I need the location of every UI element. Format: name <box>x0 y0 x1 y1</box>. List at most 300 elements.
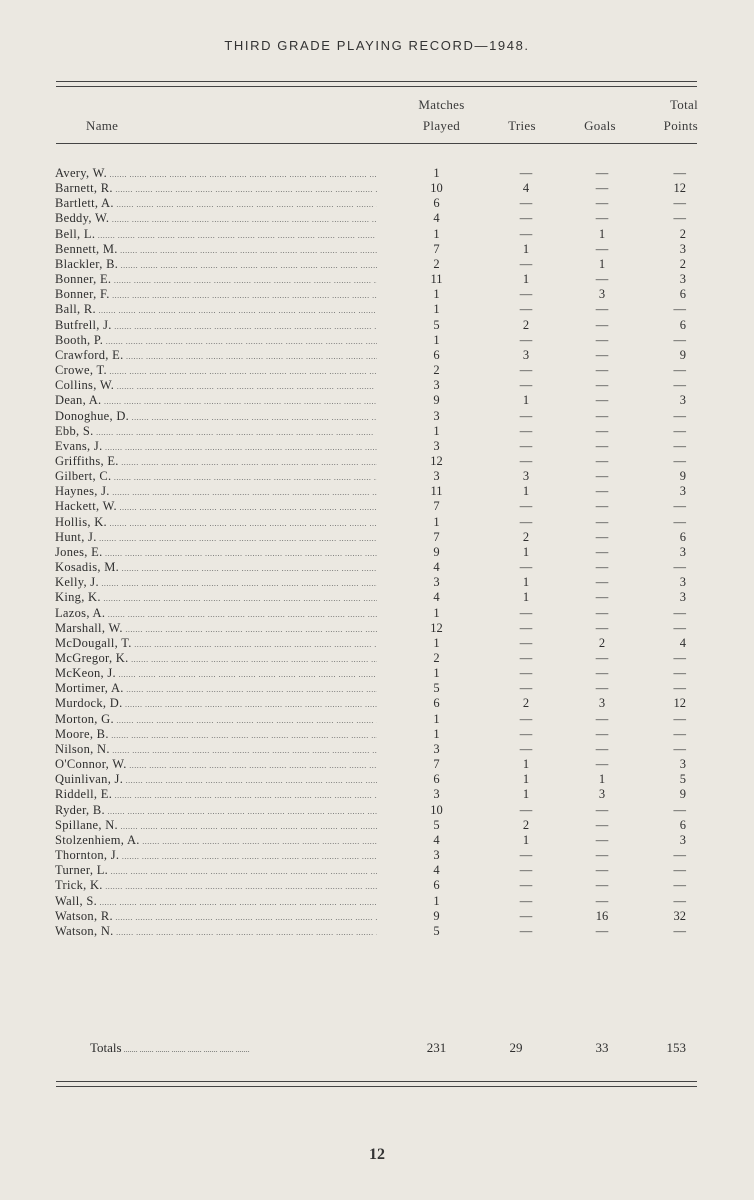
total-points: — <box>673 363 686 378</box>
total-points: — <box>673 514 686 529</box>
table-row <box>0 333 754 348</box>
goals: — <box>595 590 609 605</box>
total-points: — <box>673 681 686 696</box>
header-played: Played <box>422 118 461 133</box>
total-points: — <box>673 166 686 180</box>
totals-goals: 33 <box>595 1040 609 1055</box>
tries: 2 <box>522 317 530 332</box>
player-name: Turner, L. ..... <box>55 863 377 879</box>
table-row <box>0 848 754 863</box>
tries: 1 <box>522 832 530 847</box>
matches-played: 4 <box>433 590 440 605</box>
matches-played: 7 <box>433 529 440 544</box>
player-name: Nilson, N. ..... <box>55 742 377 758</box>
matches-played: 1 <box>433 423 440 438</box>
goals: — <box>595 817 609 832</box>
tries: — <box>519 620 533 635</box>
matches-played: 6 <box>433 347 440 362</box>
table-row <box>0 454 754 469</box>
matches-played: 1 <box>433 302 440 317</box>
goals: 3 <box>598 287 606 302</box>
tries: 1 <box>522 272 530 287</box>
goals: — <box>595 241 609 256</box>
header-goals: Goals <box>584 118 616 133</box>
goals: 1 <box>598 256 606 271</box>
total-points: — <box>673 711 686 726</box>
tries: 1 <box>522 787 530 802</box>
tries: 2 <box>522 817 530 832</box>
goals: — <box>595 529 609 544</box>
total-points: — <box>673 453 686 468</box>
table-row <box>0 439 754 454</box>
player-name: Riddell, E. ..... <box>55 787 377 803</box>
table-row <box>0 363 754 378</box>
table-row <box>0 894 754 909</box>
goals: — <box>595 863 609 878</box>
goals: — <box>595 681 609 696</box>
goals: — <box>595 378 609 393</box>
table-row <box>0 803 754 818</box>
tries: 1 <box>522 484 530 499</box>
matches-played: 11 <box>430 484 443 499</box>
tries: 2 <box>522 696 530 711</box>
goals: — <box>595 620 609 635</box>
matches-played: 2 <box>433 363 440 378</box>
tries: — <box>519 287 533 302</box>
player-name: Lazos, A. ..... <box>55 606 377 622</box>
bottom-rule <box>56 1081 697 1082</box>
matches-played: 7 <box>433 241 440 256</box>
goals: — <box>595 848 609 863</box>
tries: — <box>519 848 533 863</box>
matches-played: 5 <box>433 817 440 832</box>
matches-played: 1 <box>433 226 440 241</box>
total-points: — <box>673 423 686 438</box>
total-points: — <box>673 332 686 347</box>
matches-played: 1 <box>433 514 440 529</box>
goals: — <box>595 408 609 423</box>
table-row <box>0 545 754 560</box>
goals: 16 <box>595 908 609 923</box>
player-name: Crawford, E. ..... <box>55 348 377 364</box>
player-name: Bonner, F. ..... <box>55 287 377 303</box>
player-name: Murdock, D. ..... <box>55 696 377 712</box>
table-row <box>0 924 754 939</box>
tries: — <box>519 605 533 620</box>
player-name: Jones, E. ..... <box>55 545 377 561</box>
table-row <box>0 302 754 317</box>
tries: — <box>519 908 533 923</box>
tries: 4 <box>522 181 530 196</box>
matches-played: 9 <box>433 544 440 559</box>
total-points: — <box>673 620 686 635</box>
total-points: — <box>673 848 686 863</box>
table-row <box>0 257 754 272</box>
table-row <box>0 515 754 530</box>
total-points: 3 <box>679 590 686 605</box>
player-name: Bartlett, A. ..... <box>55 196 377 212</box>
goals: 1 <box>598 226 606 241</box>
table-row <box>0 833 754 848</box>
player-name: Watson, N. ..... <box>55 924 377 940</box>
goals: — <box>595 802 609 817</box>
goals: — <box>595 666 609 681</box>
header-rule <box>56 143 697 144</box>
player-name: Watson, R. ..... <box>55 909 377 925</box>
totals-row <box>0 1040 754 1058</box>
matches-played: 12 <box>430 453 443 468</box>
goals: — <box>595 166 609 180</box>
goals: — <box>595 605 609 620</box>
goals: — <box>595 302 609 317</box>
total-points: 3 <box>679 575 686 590</box>
table-row <box>0 787 754 802</box>
goals: — <box>595 181 609 196</box>
tries: — <box>519 878 533 893</box>
header-matches: Matches <box>418 97 465 112</box>
table-row <box>0 681 754 696</box>
table-row <box>0 166 754 181</box>
goals: — <box>595 363 609 378</box>
total-points: 3 <box>679 832 686 847</box>
matches-played: 1 <box>433 726 440 741</box>
goals: — <box>595 196 609 211</box>
table-row <box>0 211 754 226</box>
matches-played: 3 <box>433 848 440 863</box>
tries: — <box>519 166 533 180</box>
table-row <box>0 348 754 363</box>
page-title: THIRD GRADE PLAYING RECORD—1948. <box>224 38 530 53</box>
player-name: Evans, J. ..... <box>55 439 377 455</box>
total-points: 3 <box>679 241 686 256</box>
tries: — <box>519 741 533 756</box>
goals: — <box>595 499 609 514</box>
player-name: Butfrell, J. ..... <box>55 318 377 334</box>
tries: — <box>519 635 533 650</box>
top-rule-inner <box>56 86 697 87</box>
total-points: 9 <box>679 787 686 802</box>
tries: — <box>519 514 533 529</box>
goals: 3 <box>598 787 606 802</box>
tries: — <box>519 666 533 681</box>
tries: — <box>519 863 533 878</box>
matches-played: 3 <box>433 787 440 802</box>
player-name: Bell, L. ..... <box>55 227 377 243</box>
goals: — <box>595 317 609 332</box>
total-points: — <box>673 499 686 514</box>
player-name: McKeon, J. ..... <box>55 666 377 682</box>
table-row <box>0 757 754 772</box>
tries: — <box>519 378 533 393</box>
matches-played: 1 <box>433 166 440 180</box>
total-points: 3 <box>679 484 686 499</box>
total-points: — <box>673 726 686 741</box>
matches-played: 1 <box>433 893 440 908</box>
player-name: Donoghue, D. ..... <box>55 409 377 425</box>
totals-played: 231 <box>426 1040 447 1055</box>
player-name: McGregor, K. ..... <box>55 651 377 667</box>
tries: — <box>519 726 533 741</box>
player-name: McDougall, T. ..... <box>55 636 377 652</box>
table-row <box>0 484 754 499</box>
table-row <box>0 227 754 242</box>
total-points: 4 <box>679 635 686 650</box>
matches-played: 6 <box>433 196 440 211</box>
matches-played: 3 <box>433 438 440 453</box>
player-name: Ball, R. ..... <box>55 302 377 318</box>
tries: — <box>519 453 533 468</box>
header-tries: Tries <box>508 118 536 133</box>
table-row <box>0 424 754 439</box>
table-row <box>0 772 754 787</box>
goals: 1 <box>598 772 606 787</box>
total-points: — <box>673 893 686 908</box>
total-points: — <box>673 923 686 938</box>
player-name: Booth, P. ..... <box>55 333 377 349</box>
table-row <box>0 878 754 893</box>
tries: — <box>519 560 533 575</box>
total-points: 3 <box>679 757 686 772</box>
matches-played: 10 <box>430 802 443 817</box>
matches-played: 1 <box>433 635 440 650</box>
matches-played: 6 <box>433 878 440 893</box>
goals: — <box>595 469 609 484</box>
total-points: — <box>673 438 686 453</box>
player-name: Blackler, B. ..... <box>55 257 377 273</box>
total-points: — <box>673 651 686 665</box>
matches-played: 1 <box>433 287 440 302</box>
player-name: Morton, G. ..... <box>55 712 377 728</box>
table-row <box>0 242 754 257</box>
player-name: Spillane, N. ..... <box>55 818 377 834</box>
total-points: — <box>673 560 686 575</box>
total-points: 6 <box>679 317 686 332</box>
goals: — <box>595 544 609 559</box>
table-row <box>0 181 754 196</box>
goals: — <box>595 726 609 741</box>
tries: — <box>519 711 533 726</box>
total-points: 6 <box>679 817 686 832</box>
tries: — <box>519 499 533 514</box>
matches-played: 10 <box>430 181 443 196</box>
matches-played: 5 <box>433 317 440 332</box>
goals: 2 <box>598 635 606 650</box>
player-name: Trick, K. ..... <box>55 878 377 894</box>
tries: — <box>519 211 533 226</box>
player-name: Kosadis, M. ..... <box>55 560 377 576</box>
player-name: Bonner, E. ..... <box>55 272 377 288</box>
total-points: 6 <box>679 529 686 544</box>
tries: — <box>519 408 533 423</box>
goals: — <box>595 741 609 756</box>
header-total: Total <box>669 97 698 112</box>
matches-played: 12 <box>430 620 443 635</box>
goals: — <box>595 560 609 575</box>
player-name: Hunt, J. ..... <box>55 530 377 546</box>
table-row <box>0 393 754 408</box>
table-row <box>0 606 754 621</box>
player-name: Crowe, T. ..... <box>55 363 377 379</box>
goals: — <box>595 878 609 893</box>
top-rule <box>56 81 697 82</box>
matches-played: 7 <box>433 757 440 772</box>
total-points: 5 <box>679 772 686 787</box>
player-name: Moore, B. ..... <box>55 727 377 743</box>
table-row <box>0 621 754 636</box>
tries: 2 <box>522 529 530 544</box>
tries: 1 <box>522 544 530 559</box>
goals: — <box>595 423 609 438</box>
table-row <box>0 863 754 878</box>
tries: — <box>519 802 533 817</box>
total-points: — <box>673 863 686 878</box>
matches-played: 6 <box>433 696 440 711</box>
goals: — <box>595 347 609 362</box>
table-row <box>0 742 754 757</box>
player-name: King, K. ..... <box>55 590 377 606</box>
total-points: 12 <box>673 696 686 711</box>
player-name: Wall, S. ..... <box>55 894 377 910</box>
total-points: — <box>673 302 686 317</box>
tries: — <box>519 196 533 211</box>
player-name: Hollis, K. ..... <box>55 515 377 531</box>
tries: — <box>519 256 533 271</box>
matches-played: 2 <box>433 256 440 271</box>
goals: — <box>595 832 609 847</box>
total-points: — <box>673 605 686 620</box>
total-points: 3 <box>679 544 686 559</box>
total-points: — <box>673 802 686 817</box>
goals: — <box>595 757 609 772</box>
total-points: — <box>673 196 686 211</box>
tries: — <box>519 423 533 438</box>
player-name: Marshall, W. ..... <box>55 621 377 637</box>
player-name: Kelly, J. ..... <box>55 575 377 591</box>
player-name: Bennett, M. ..... <box>55 242 377 258</box>
goals: — <box>595 332 609 347</box>
total-points: — <box>673 666 686 681</box>
table-row <box>0 318 754 333</box>
goals: — <box>595 575 609 590</box>
matches-played: 1 <box>433 332 440 347</box>
matches-played: 5 <box>433 923 440 938</box>
table-row <box>0 712 754 727</box>
matches-played: 3 <box>433 469 440 484</box>
total-points: — <box>673 741 686 756</box>
matches-played: 3 <box>433 378 440 393</box>
total-points: — <box>673 378 686 393</box>
goals: — <box>595 484 609 499</box>
table-row <box>0 696 754 711</box>
tries: 3 <box>522 469 530 484</box>
table-row <box>0 666 754 681</box>
tries: 3 <box>522 347 530 362</box>
matches-played: 5 <box>433 681 440 696</box>
table-row <box>0 590 754 605</box>
player-table <box>0 166 754 939</box>
player-name: Avery, W. ..... <box>55 166 377 182</box>
player-name: Collins, W. ..... <box>55 378 377 394</box>
table-row <box>0 727 754 742</box>
tries: — <box>519 332 533 347</box>
matches-played: 2 <box>433 651 440 665</box>
matches-played: 4 <box>433 863 440 878</box>
totals-label: Totals ..... <box>90 1040 380 1056</box>
goals: — <box>595 393 609 408</box>
matches-played: 3 <box>433 575 440 590</box>
player-name: Griffiths, E. ..... <box>55 454 377 470</box>
goals: — <box>595 438 609 453</box>
player-name: Hackett, W. ..... <box>55 499 377 515</box>
total-points: — <box>673 878 686 893</box>
goals: — <box>595 453 609 468</box>
page-number: 12 <box>369 1146 385 1163</box>
tries: — <box>519 681 533 696</box>
matches-played: 6 <box>433 772 440 787</box>
matches-played: 1 <box>433 666 440 681</box>
tries: 1 <box>522 772 530 787</box>
matches-played: 4 <box>433 211 440 226</box>
table-row <box>0 196 754 211</box>
table-row <box>0 560 754 575</box>
player-name: Barnett, R. ..... <box>55 181 377 197</box>
matches-played: 4 <box>433 560 440 575</box>
table-row <box>0 378 754 393</box>
player-name: Gilbert, C. ..... <box>55 469 377 485</box>
total-points: 12 <box>673 181 686 196</box>
player-name: Beddy, W. ..... <box>55 211 377 227</box>
matches-played: 9 <box>433 908 440 923</box>
tries: — <box>519 438 533 453</box>
table-row <box>0 909 754 924</box>
player-name: Ebb, S. ..... <box>55 424 377 440</box>
total-points: 2 <box>679 226 686 241</box>
player-name: Haynes, J. ..... <box>55 484 377 500</box>
matches-played: 1 <box>433 605 440 620</box>
matches-played: 9 <box>433 393 440 408</box>
matches-played: 3 <box>433 741 440 756</box>
table-row <box>0 636 754 651</box>
tries: — <box>519 651 533 665</box>
tries: 1 <box>522 575 530 590</box>
goals: — <box>595 711 609 726</box>
player-name: Mortimer, A. ..... <box>55 681 377 697</box>
matches-played: 1 <box>433 711 440 726</box>
matches-played: 4 <box>433 832 440 847</box>
totals-tries: 29 <box>509 1040 523 1055</box>
tries: 1 <box>522 757 530 772</box>
header-name: Name <box>86 118 119 133</box>
table-row <box>0 575 754 590</box>
total-points: 2 <box>679 256 686 271</box>
player-name: O'Connor, W. ..... <box>55 757 377 773</box>
matches-played: 7 <box>433 499 440 514</box>
total-points: 3 <box>679 272 686 287</box>
bottom-rule-inner <box>56 1086 697 1087</box>
table-row <box>0 818 754 833</box>
goals: — <box>595 923 609 938</box>
tries: 1 <box>522 590 530 605</box>
player-name: Thornton, J. ..... <box>55 848 377 864</box>
table-row <box>0 499 754 514</box>
goals: — <box>595 651 609 665</box>
table-row <box>0 530 754 545</box>
player-name: Quinlivan, J. ..... <box>55 772 377 788</box>
tries: 1 <box>522 393 530 408</box>
goals: — <box>595 514 609 529</box>
tries: — <box>519 226 533 241</box>
total-points: — <box>673 408 686 423</box>
